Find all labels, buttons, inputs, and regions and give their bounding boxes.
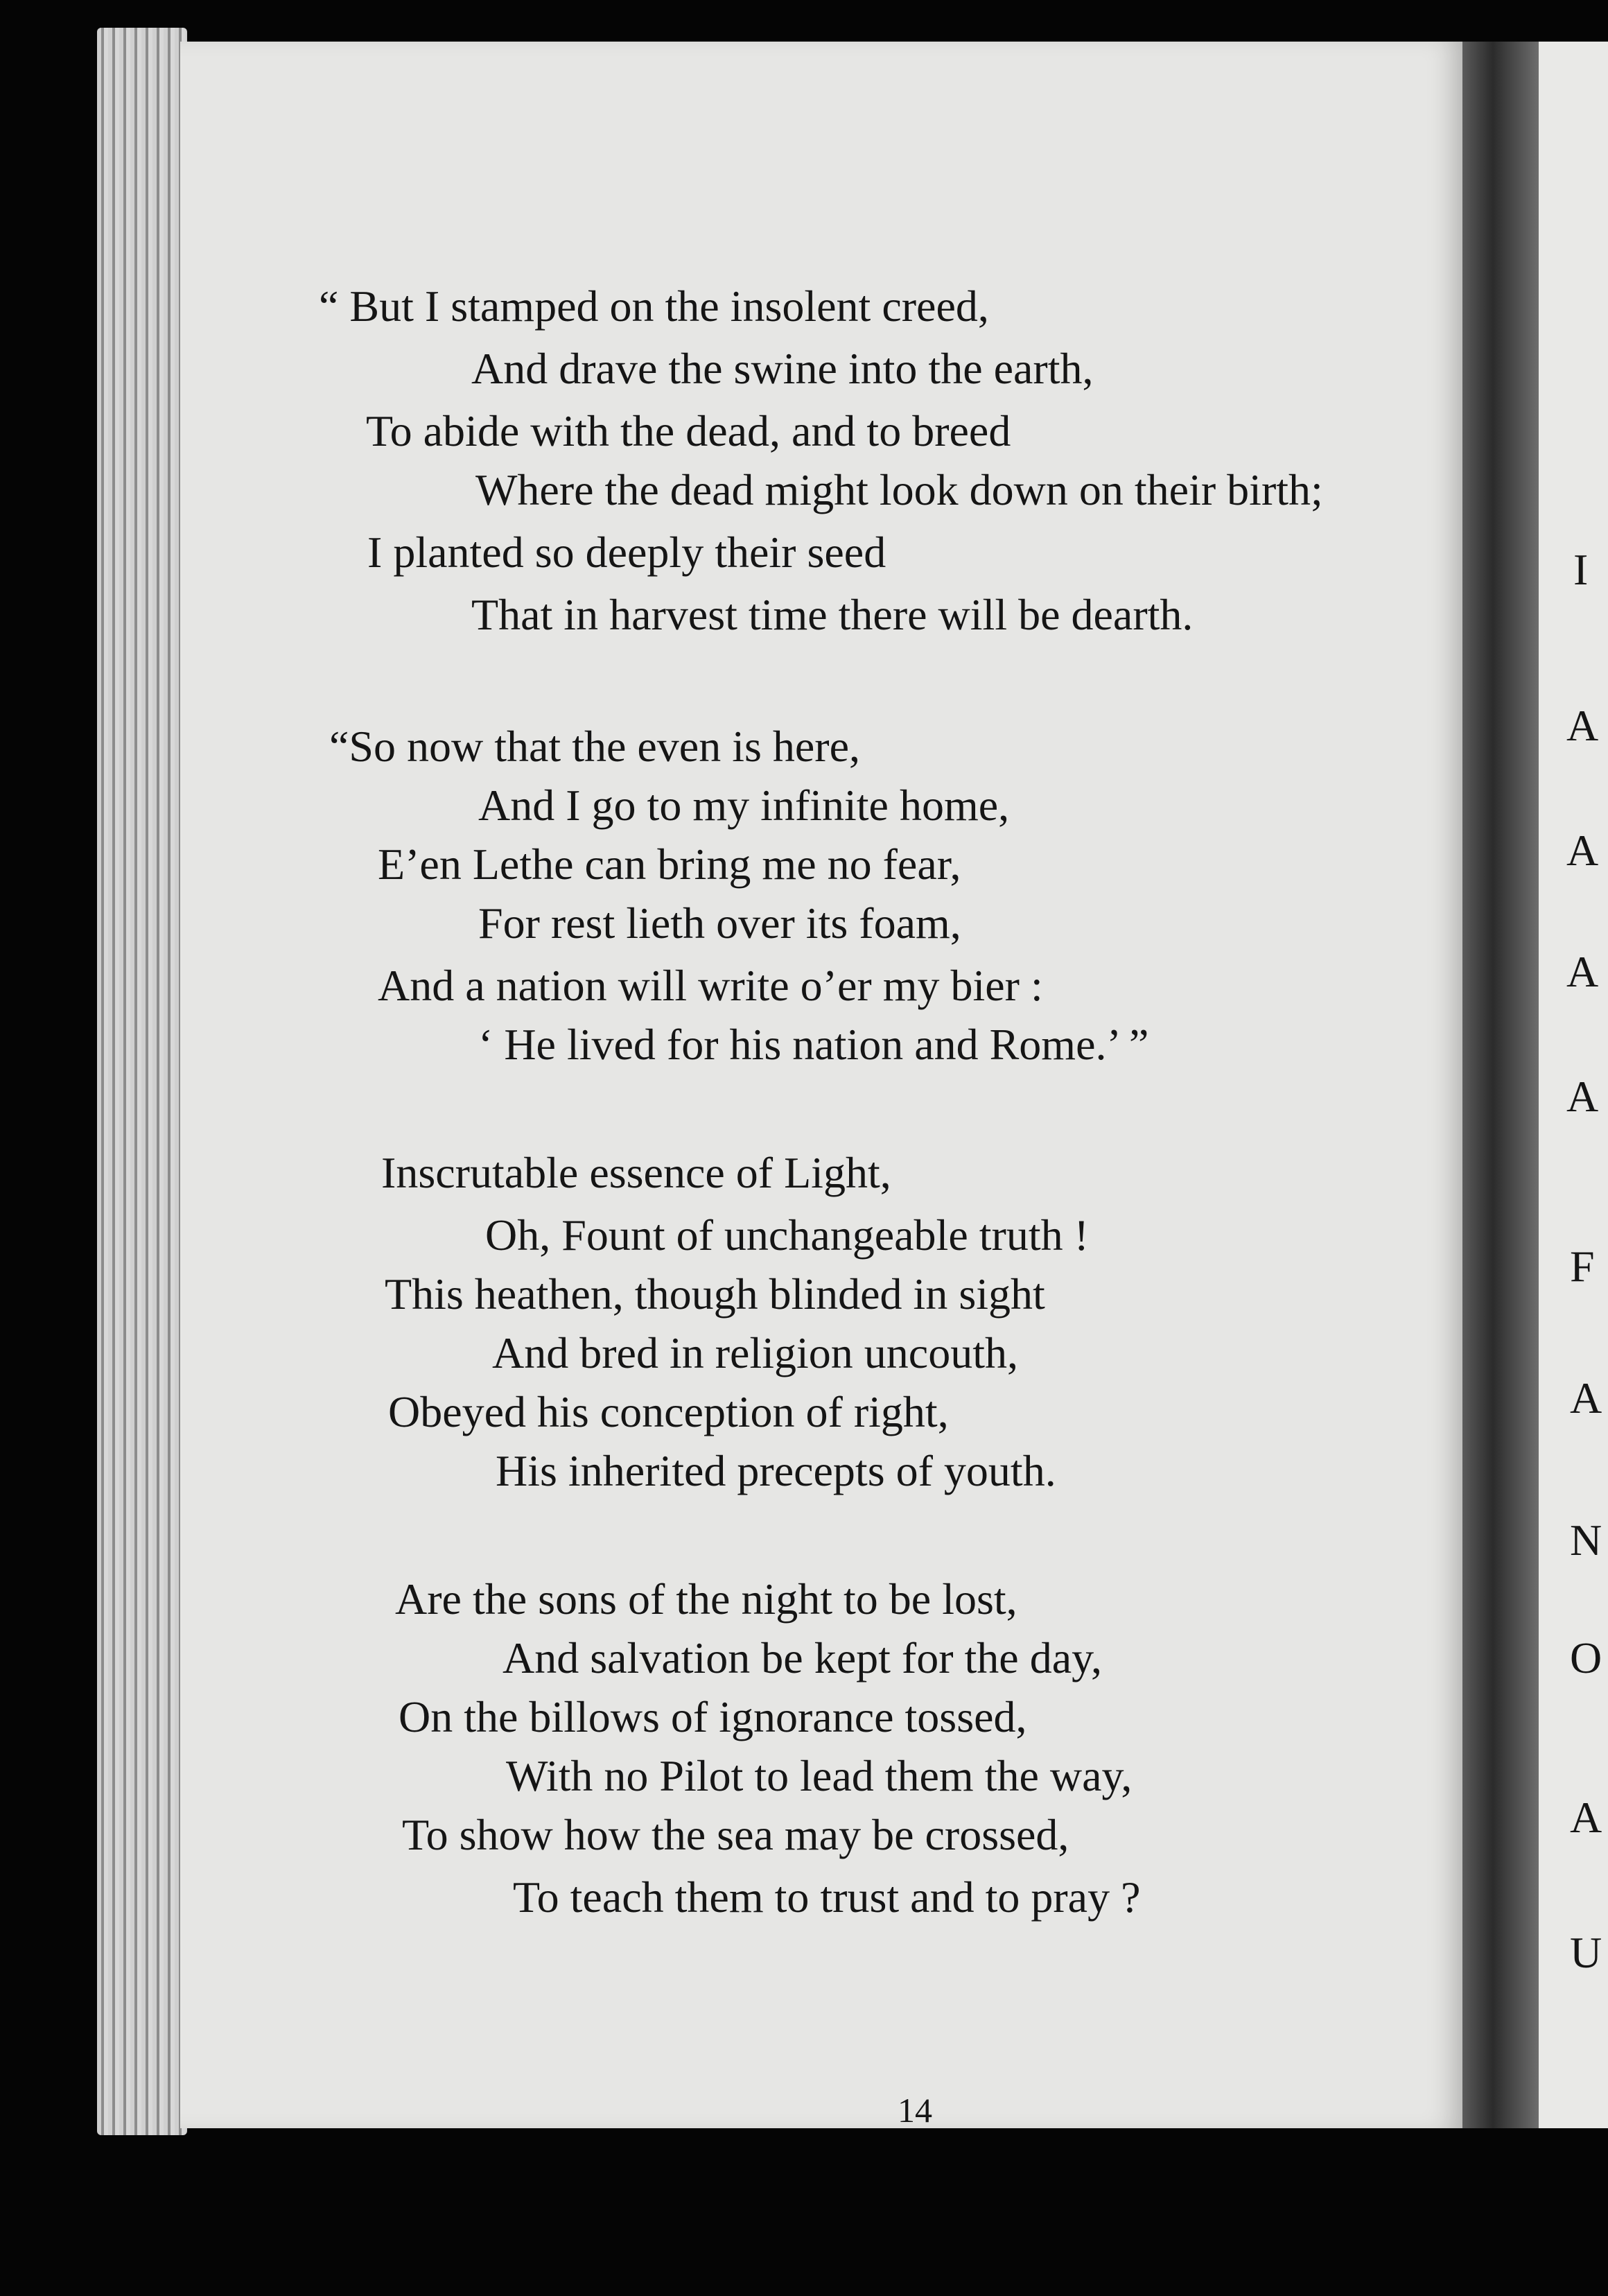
poem-line: On the billows of ignorance tossed, bbox=[399, 1692, 1027, 1741]
poem-line: To teach them to trust and to pray ? bbox=[513, 1872, 1141, 1922]
poem-line: And salvation be kept for the day, bbox=[503, 1633, 1102, 1682]
poem-line: His inherited precepts of youth. bbox=[496, 1446, 1056, 1495]
poem-line: Obeyed his conception of right, bbox=[388, 1387, 949, 1436]
poem-line: That in harvest time there will be dearth. bbox=[471, 590, 1194, 639]
page-edges bbox=[97, 28, 187, 2135]
book-gutter bbox=[1462, 42, 1539, 2128]
poem-line: ‘ He lived for his nation and Rome.’ ” bbox=[478, 1020, 1149, 1069]
facing-page-letter: A bbox=[1566, 701, 1599, 750]
facing-page-letter: F bbox=[1570, 1242, 1595, 1291]
poem-text bbox=[180, 42, 1469, 2128]
poem-line: Where the dead might look down on their birth; bbox=[475, 465, 1323, 514]
poem-line: And I go to my infinite home, bbox=[478, 781, 1010, 830]
page-number: 14 bbox=[898, 2091, 932, 2130]
facing-page-letter: A bbox=[1570, 1793, 1602, 1842]
poem-line: To show how the sea may be crossed, bbox=[402, 1810, 1069, 1859]
poem-line: And bred in religion uncouth, bbox=[492, 1328, 1018, 1377]
facing-page-letter: O bbox=[1570, 1633, 1602, 1682]
poem-line: “So now that the even is here, bbox=[329, 722, 860, 771]
facing-page-letter: A bbox=[1566, 826, 1599, 875]
poem-line: With no Pilot to lead them the way, bbox=[506, 1751, 1133, 1800]
poem-line: This heathen, though blinded in sight bbox=[385, 1269, 1045, 1319]
poem-line: And drave the swine into the earth, bbox=[471, 344, 1094, 393]
poem-line: Inscrutable essence of Light, bbox=[381, 1148, 891, 1197]
left-page bbox=[180, 42, 1469, 2128]
poem-line: For rest lieth over its foam, bbox=[478, 898, 961, 948]
facing-page-letter: A bbox=[1566, 947, 1599, 996]
poem-line: Are the sons of the night to be lost, bbox=[395, 1574, 1017, 1624]
poem-line: E’en Lethe can bring me no fear, bbox=[378, 840, 961, 889]
facing-page-letter: N bbox=[1570, 1515, 1602, 1565]
facing-page-letter: A bbox=[1570, 1373, 1602, 1423]
facing-page-letter: I bbox=[1573, 545, 1589, 594]
poem-line: To abide with the dead, and to breed bbox=[366, 406, 1011, 455]
poem-line: I planted so deeply their seed bbox=[367, 528, 886, 577]
facing-page-letter: A bbox=[1566, 1072, 1599, 1121]
facing-page-edge bbox=[1539, 42, 1608, 2128]
poem-line: Oh, Fount of unchangeable truth ! bbox=[485, 1210, 1089, 1260]
poem-line: “ But I stamped on the insolent creed, bbox=[319, 281, 989, 331]
facing-page-letter: U bbox=[1570, 1928, 1602, 1977]
poem-line: And a nation will write o’er my bier : bbox=[378, 961, 1043, 1010]
